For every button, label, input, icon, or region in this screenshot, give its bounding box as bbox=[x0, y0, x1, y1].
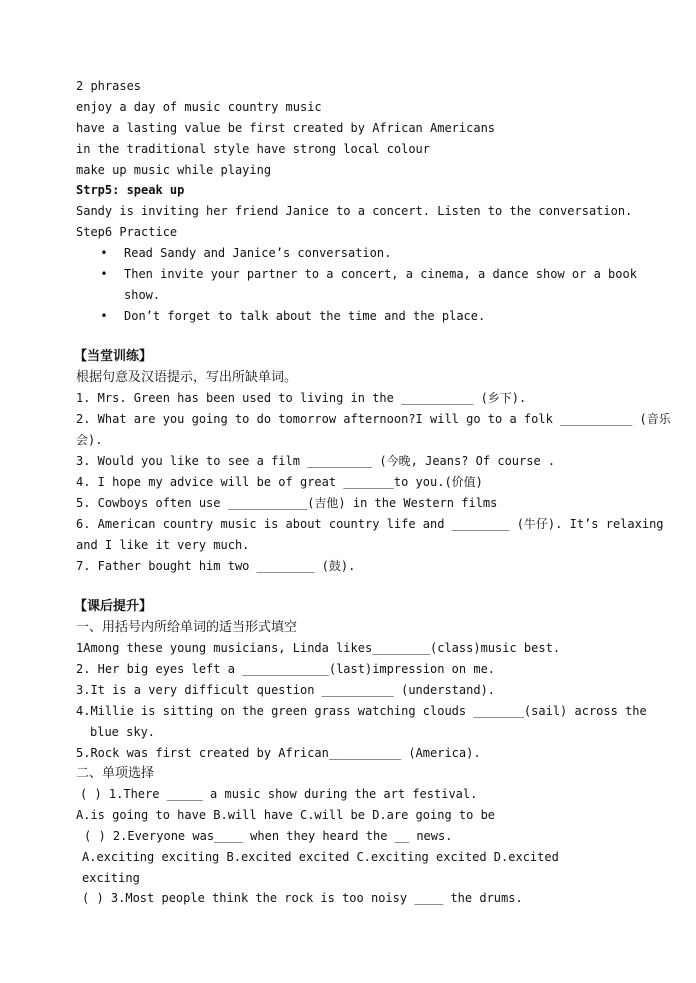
fill-item-continued: blue sky. bbox=[90, 725, 156, 739]
step6-bullet: Don’t forget to talk about the time and the place. bbox=[124, 309, 486, 323]
step6-title: Step6 Practice bbox=[76, 225, 178, 239]
step5-title: Strp5: speak up bbox=[76, 183, 185, 197]
exercise-item: 7. Father bought him two ________ (鼓). bbox=[76, 559, 356, 573]
choice-options-continued: exciting bbox=[82, 871, 140, 885]
choice-question: ( ) 1.There _____ a music show during the art festival. bbox=[80, 787, 478, 801]
part1-title: 一、用括号内所给单词的适当形式填空 bbox=[76, 620, 298, 635]
class-training-instruction: 根据句意及汉语提示，写出所缺单词。 bbox=[76, 370, 298, 385]
step6-bullet-continued: show. bbox=[124, 288, 161, 302]
step5-text: Sandy is inviting her friend Janice to a concert. Listen to the conversation. bbox=[76, 204, 633, 218]
part2-title: 二、单项选择 bbox=[76, 766, 155, 781]
choice-question: ( ) 2.Everyone was____ when they heard the __ news. bbox=[84, 829, 453, 843]
exercise-item: 1. Mrs. Green has been used to living in the __________ (乡下). bbox=[76, 391, 527, 405]
choice-options: A.exciting exciting B.excited excited C.exciting excited D.excited bbox=[82, 850, 559, 864]
fill-item: 5.Rock was first created by African__________ (America). bbox=[76, 746, 481, 760]
bullet-icon bbox=[99, 243, 109, 264]
bullet-icon bbox=[99, 264, 109, 285]
class-training-heading: 【当堂训练】 bbox=[74, 349, 153, 364]
fill-item: 3.It is a very difficult question __________ (understand). bbox=[76, 683, 496, 697]
choice-options: A.is going to have B.will have C.will be D.are going to be bbox=[76, 808, 496, 822]
exercise-item-continued: 会). bbox=[76, 433, 103, 447]
phrase-line: in the traditional style have strong local colour bbox=[76, 142, 431, 156]
exercise-item: 6. American country music is about country life and ________ (牛仔). It’s relaxing bbox=[76, 517, 664, 531]
choice-question: ( ) 3.Most people think the rock is too noisy ____ the drums. bbox=[82, 891, 523, 905]
step6-bullet: Read Sandy and Janice’s conversation. bbox=[124, 246, 392, 260]
fill-item: 1Among these young musicians, Linda likes________(class)music best. bbox=[76, 641, 561, 655]
fill-item: 2. Her big eyes left a ____________(last)impression on me. bbox=[76, 662, 496, 676]
after-class-heading: 【课后提升】 bbox=[74, 599, 153, 614]
exercise-item: 4. I hope my advice will be of great _______to you.(价值) bbox=[76, 475, 483, 489]
bullet-icon bbox=[99, 306, 109, 327]
step6-bullet: Then invite your partner to a concert, a cinema, a dance show or a book bbox=[124, 267, 637, 281]
phrases-title: 2 phrases bbox=[76, 79, 142, 93]
phrase-line: have a lasting value be first created by African Americans bbox=[76, 121, 496, 135]
phrase-line: make up music while playing bbox=[76, 163, 272, 177]
exercise-item: 3. Would you like to see a film _________ (今晚, Jeans? Of course . bbox=[76, 454, 556, 468]
exercise-item-continued: and I like it very much. bbox=[76, 538, 250, 552]
fill-item: 4.Millie is sitting on the green grass watching clouds _______(sail) across the bbox=[76, 704, 647, 718]
exercise-item: 2. What are you going to do tomorrow afternoon?I will go to a folk __________ (音乐 bbox=[76, 412, 671, 426]
exercise-item: 5. Cowboys often use ___________(吉他) in the Western films bbox=[76, 496, 498, 510]
phrase-line: enjoy a day of music country music bbox=[76, 100, 322, 114]
